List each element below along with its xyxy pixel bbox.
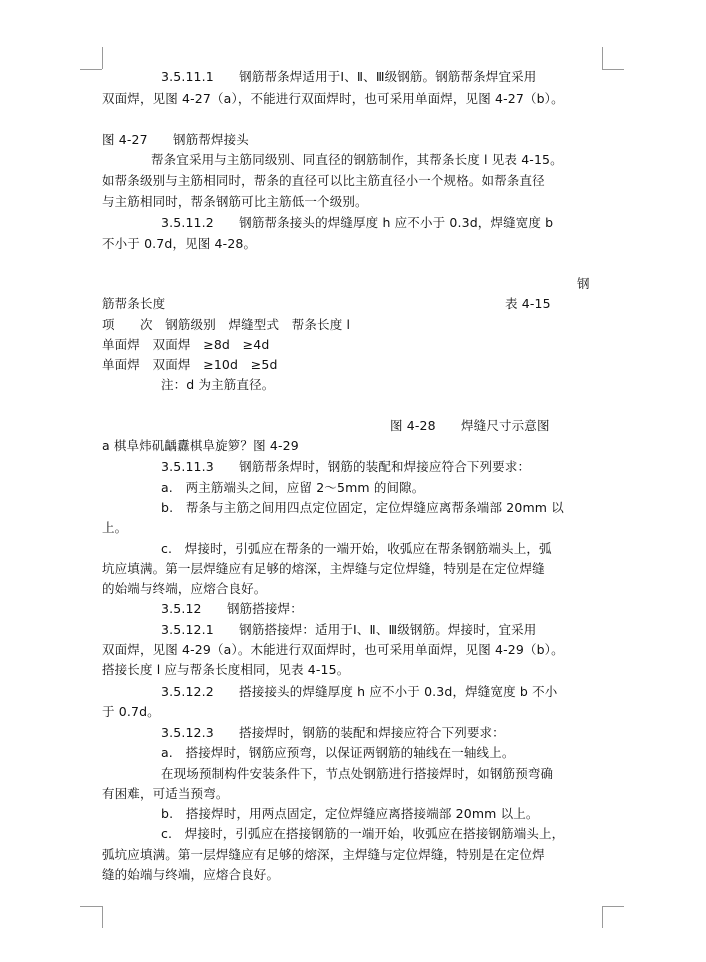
table-header-row: 项 次 钢筋级别 焊缝型式 帮条长度 l (102, 317, 351, 332)
text-line: 帮条宜采用与主筋同级别、同直径的钢筋制作，其帮条长度 l 见表 4-15。 (151, 152, 563, 167)
section-heading: 3.5.12 钢筋搭接焊： (161, 601, 303, 616)
table-note: 注：d 为主筋直径。 (161, 377, 275, 392)
table-title: 筋帮条长度 (102, 296, 166, 311)
text-line: 3.5.12.3 搭接焊时，钢筋的装配和焊接应符合下列要求： (161, 725, 505, 740)
list-item: c. 焊接时，引弧应在搭接钢筋的一端开始，收弧应在搭接钢筋端头上， (161, 826, 565, 841)
list-item: b. 搭接焊时，用两点固定，定位焊缝应离搭接端部 20mm 以上。 (161, 806, 539, 821)
text-line: 有困难，可适当预弯。 (102, 786, 229, 801)
text-line: 3.5.12.1 钢筋搭接焊：适用于Ⅰ、Ⅱ、Ⅲ级钢筋。焊接时，宜采用 (161, 622, 537, 637)
list-item: c. 焊接时，引弧应在帮条的一端开始，收弧应在帮条钢筋端头上，弧 (161, 541, 552, 556)
garbled-caption: a 棋阜炜矶齲纛棋阜旋箩？图 4-29 (102, 438, 299, 453)
text-line: 3.5.11.3 钢筋帮条焊时，钢筋的装配和焊接应符合下列要求： (161, 459, 531, 474)
figure-caption: 图 4-27 钢筋帮焊接头 (102, 132, 249, 147)
text-line: 上。 (102, 520, 128, 535)
table-row: 单面焊 双面焊 ≥8d ≥4d (102, 337, 270, 352)
text-line: 不小于 0.7d，见图 4-28。 (102, 236, 257, 251)
list-item: a. 两主筋端头之间，应留 2～5mm 的间隙。 (161, 480, 425, 495)
text-line: 如帮条级别与主筋相同时，帮条的直径可以比主筋直径小一个规格。如帮条直径 (102, 173, 545, 188)
text-line: 双面焊，见图 4-27（a），不能进行双面焊时，也可采用单面焊，见图 4-27（b）。 (102, 91, 564, 106)
text-line: 的始端与终端，应熔合良好。 (102, 581, 267, 596)
list-item: a. 搭接焊时，钢筋应预弯，以保证两钢筋的轴线在一轴线上。 (161, 745, 515, 760)
table-row: 单面焊 双面焊 ≥10d ≥5d (102, 357, 278, 372)
text-line: 3.5.11.2 钢筋帮条接头的焊缝厚度 h 应不小于 0.3d，焊缝宽度 b (161, 215, 554, 230)
table-number: 表 4-15 (505, 296, 551, 311)
table-title-fragment: 钢 (577, 276, 590, 291)
list-item: b. 帮条与主筋之间用四点定位固定，定位焊缝应离帮条端部 20mm 以 (161, 500, 564, 515)
text-line: 与主筋相同时，帮条钢筋可比主筋低一个级别。 (102, 194, 368, 209)
text-line: 3.5.12.2 搭接接头的焊缝厚度 h 应不小于 0.3d，焊缝宽度 b 不小 (161, 684, 558, 699)
text-line: 弧坑应填满。第一层焊缝应有足够的熔深，主焊缝与定位焊缝，特别是在定位焊 (102, 847, 545, 862)
text-line: 在现场预制构件安装条件下，节点处钢筋进行搭接焊时，如钢筋预弯确 (161, 766, 554, 781)
text-line: 缝的始端与终端，应熔合良好。 (102, 867, 280, 882)
figure-caption: 图 4-28 焊缝尺寸示意图 (390, 418, 550, 433)
text-line: 3.5.11.1 钢筋帮条焊适用于Ⅰ、Ⅱ、Ⅲ级钢筋。钢筋帮条焊宜采用 (161, 69, 537, 84)
text-line: 坑应填满。第一层焊缝应有足够的熔深，主焊缝与定位焊缝，特别是在定位焊缝 (102, 561, 545, 576)
text-line: 双面焊，见图 4-29（a）。木能进行双面焊时，也可采用单面焊，见图 4-29（b）。 (102, 642, 564, 657)
text-line: 搭接长度 l 应与帮条长度相同，见表 4-15。 (102, 662, 350, 677)
text-line: 于 0.7d。 (102, 704, 160, 719)
